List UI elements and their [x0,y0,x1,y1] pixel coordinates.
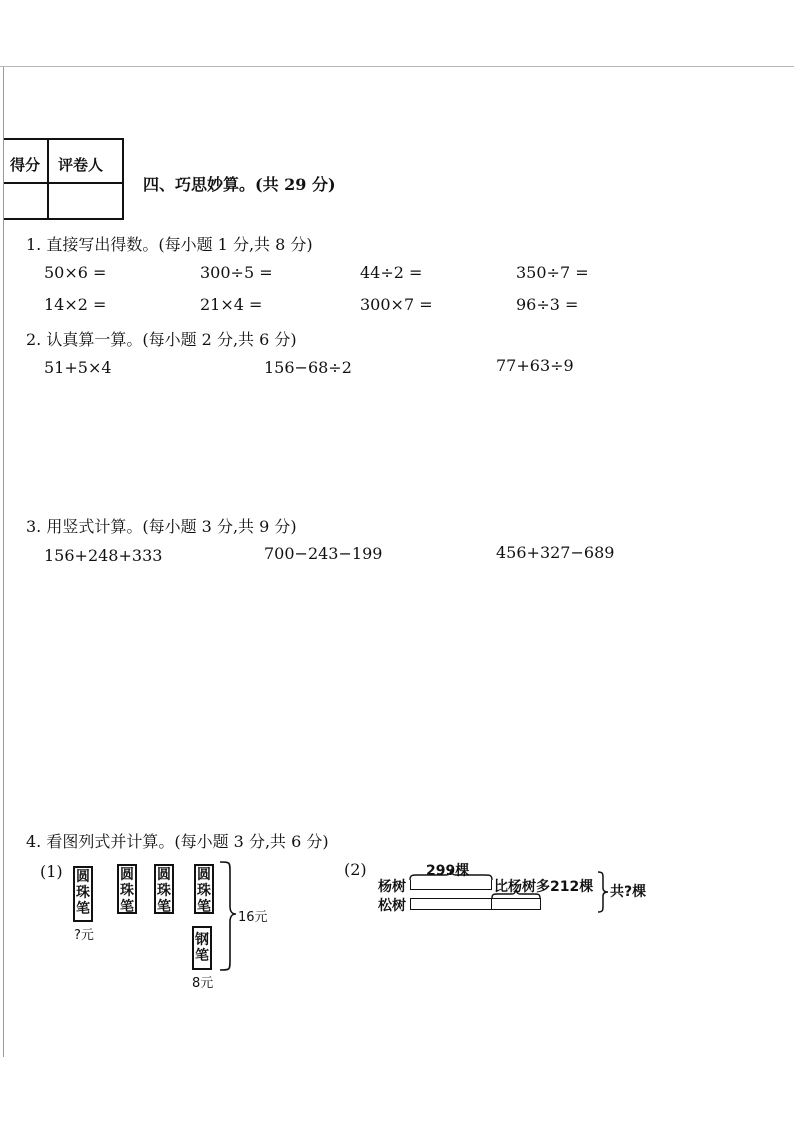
q2-item: 156−68÷2 [264,358,352,377]
q1-item: 21×4 = [200,295,263,314]
p1-label: (1) [40,862,63,881]
p1-total-brace [218,860,238,974]
section-title: 四、巧思妙算。(共 29 分) [143,175,336,194]
q1-item: 96÷3 = [516,295,579,314]
q2-item: 77+63÷9 [496,356,574,375]
pen-box: 圆珠笔 [154,864,174,914]
pen-box: 圆珠笔 [73,866,93,922]
score-table [4,138,124,220]
grader-input-cell[interactable] [49,184,122,220]
q1-item: 350÷7 = [516,263,589,282]
pen-box: 圆珠笔 [194,864,214,914]
fountain-price-label: 8元 [192,976,214,991]
q1-item: 14×2 = [44,295,107,314]
score-label: 得分 [10,156,41,174]
pine-label: 松树 [378,898,406,914]
q1-heading: 1. 直接写出得数。(每小题 1 分,共 8 分) [26,235,313,254]
grader-label: 评卷人 [58,156,104,174]
poplar-label: 杨树 [378,879,406,895]
q1-item: 300÷5 = [200,263,273,282]
pen-price-label: ?元 [74,928,94,943]
pine-bar-base [410,898,492,910]
poplar-count-label: 299棵 [426,863,470,879]
fountain-pen-box: 钢笔 [192,926,212,970]
q3-item: 700−243−199 [264,544,383,563]
q2-item: 51+5×4 [44,358,112,377]
q3-item: 156+248+333 [44,546,163,565]
poplar-bar [410,880,492,890]
q1-item: 300×7 = [360,295,433,314]
q1-item: 44÷2 = [360,263,423,282]
more-text-label: 比杨树多212棵 [494,879,594,895]
q1-item: 50×6 = [44,263,107,282]
q3-item: 456+327−689 [496,543,615,562]
q3-heading: 3. 用竖式计算。(每小题 3 分,共 9 分) [26,517,297,536]
q2-heading: 2. 认真算一算。(每小题 2 分,共 6 分) [26,330,297,349]
p2-label: (2) [344,860,367,879]
p1-total-label: 16元 [238,910,268,925]
q4-heading: 4. 看图列式并计算。(每小题 3 分,共 6 分) [26,832,329,851]
p2-total-label: 共?棵 [610,884,647,900]
score-input-cell[interactable] [4,184,47,220]
pen-box: 圆珠笔 [117,864,137,914]
page-top-border [0,66,794,67]
p2-total-brace [596,870,610,914]
